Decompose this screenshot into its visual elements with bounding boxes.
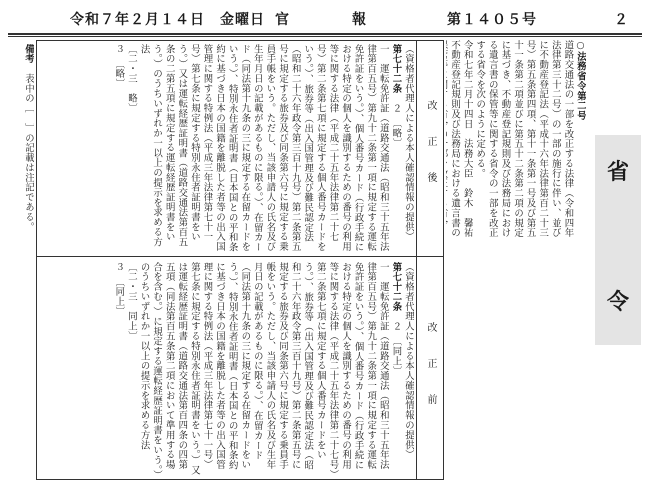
ministry-ordinance-title: ○法務省令第二号 — [575, 40, 586, 121]
section-label-char-1: 省 — [606, 159, 629, 185]
cell-after — [42, 44, 414, 254]
after-article-caption: （資格者代理人による本人確認情報の提供） — [403, 44, 414, 242]
table-row-divider — [36, 256, 444, 257]
header-publication-right: 報 — [352, 12, 367, 28]
note-heading: 備考 — [23, 44, 34, 64]
after-item-2: ２ 〔略〕 — [390, 103, 402, 149]
after-item-3: ３ 〔略〕 — [113, 44, 125, 89]
after-item-text: 一 運転免許証（道路交通法（昭和三十五年法律第百五号）第九十二条第一項に規定する運転免許証をいう。）、個人番号カード（行政手続における特定の個人を識別するための番号の利用等に関する法律（平成二十五年法律第二十七号）第二条第七項に規定する個人番号カードをいう。）、旅券等（出入国管理及び難民認定法（昭和二十六年政令第三百十九号）第二条第五号に規定する旅券及び同条第六号に規定する乗員手帳をいう。ただし、当該申請人の氏名及び生年月日の記載があるものに限る。）、在留カード（同法第十九条の三に規定する在留カードをいう。）、特別永住者証明書（日本国との平和条約に基づき日本の国籍を離脱した者等の出入国管理に関する特例法（平成三年法律第七十一号）第七条に規定する特別永住者証明書をいう。）又は運転経歴証明書（道路交通法第百五条の二第五項に規定する運転経歴証明書をいう。）のうちいずれか一以上の提示を求める方法 — [138, 44, 389, 253]
cell-before — [42, 262, 414, 476]
header-issue: 第１４０５号 — [447, 12, 537, 28]
section-label-char-2: 令 — [606, 289, 629, 315]
before-article-caption: （資格者代理人による本人確認情報の提供） — [403, 262, 414, 460]
intro-body: 道路交通法の一部を改正する法律（令和四年法律第三十二号）の一部の施行に伴い、並びに不動産登記法（平成十六年法律第百二十三号）第五条第四項、第十一条第一号及び第五十一条第二項並びに第五十二条第二項の規定に基づき、不動産登記規則及び法務局における遺言書の保管等に関する省令の一部を改正する省令を次のように定める。 — [474, 40, 574, 238]
header-rule — [8, 33, 642, 35]
page-header — [0, 0, 648, 34]
intro-date: 令和七年二月十四日 — [461, 40, 473, 130]
table-note — [8, 44, 34, 274]
table-header-column-rule — [416, 40, 417, 480]
header-rule-thin — [8, 36, 642, 37]
header-publication-left: 官 — [275, 12, 290, 28]
note-body: 表中の［ ］の記載は注記である。 — [23, 73, 34, 232]
section-label-band — [595, 135, 641, 345]
header-date: 令和７年２月１４日 金曜日 — [70, 12, 265, 28]
after-sub-items: 〔二・三 略〕 — [125, 44, 137, 114]
before-item-2: ２ 〔同上〕 — [390, 321, 402, 376]
before-sub-items: 〔二・三 同上〕 — [125, 262, 137, 342]
column-header-after: 改 正 後 — [425, 100, 436, 190]
column-header-before: 改 正 前 — [425, 322, 436, 412]
intro-block — [446, 40, 586, 245]
before-article-number: 第七十二条 — [390, 262, 402, 312]
ordinance-law-title: 不動産登記規則及び法務局における遺言書の — [449, 40, 461, 238]
after-article-number: 第七十二条 — [390, 44, 402, 94]
before-item-text: 一 運転免許証（道路交通法（昭和三十五年法律第百五号）第九十二条第一項に規定する運転免許証をいう。）、個人番号カード（行政手続における特定の個人を識別するための番号の利用等に関する法律（平成二十五年法律第二十七号）第二条第七項に規定する個人番号カードをいう。）、旅券等（出入国管理及び難民認定法（昭和二十六年政令第三百十九号）第二条第五号に規定する旅券及び同条第六号に規定する乗員手帳をいう。ただし、当該申請人の氏名及び生年月日の記載があるものに限る。）、在留カード（同法第十九条の三に規定する在留カードをいう。）、特別永住者証明書（日本国との平和条約に基づき日本の国籍を離脱した者等の出入国管理に関する特例法（平成三年法律第七十一号）第七条に規定する特別永住者証明書をいう。）又は運転経歴証明書（道路交通法第百四条の四第五項（同法第百五条第二項において準用する場合を含む。）に規定する運転経歴証明書をいう。）のうちいずれか一以上の提示を求める方法 — [138, 262, 389, 476]
header-page-number: ２ — [614, 12, 629, 28]
intro-signer: 法務大臣 鈴木 馨祐 — [461, 138, 473, 238]
before-item-3: ３ 〔同上〕 — [113, 262, 125, 317]
